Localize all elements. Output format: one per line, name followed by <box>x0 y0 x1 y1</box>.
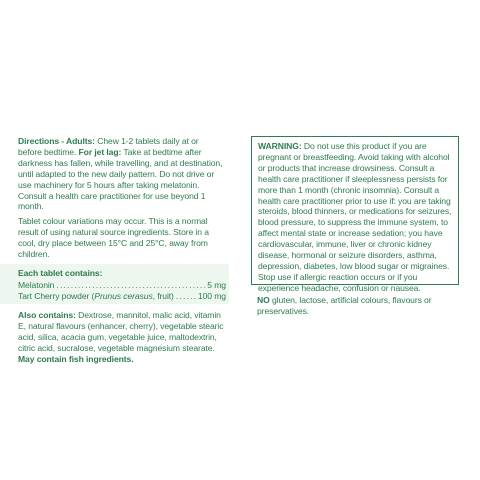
leader-dots <box>56 280 205 291</box>
each-tablet-panel <box>0 264 229 304</box>
ingredient-latin-name: Prunus cerasus <box>94 291 153 302</box>
each-tablet-heading: Each tablet contains: <box>18 268 103 279</box>
directions-text: Chew 1-2 tablets daily at or before bedtime. <box>18 136 199 157</box>
warning-box <box>251 136 459 293</box>
ingredient-row <box>18 280 226 291</box>
ingredient-name: Melatonin <box>18 280 55 291</box>
ingredient-row <box>18 291 226 302</box>
no-statement <box>257 295 457 317</box>
also-contains-text: Dextrose, mannitol, malic acid, vitamin E, natural flavours (enhancer, cherry), vegetable stearic acid, silica, acacia gum, vegetable juice, maltodextrin, citric acid, sucralose, vegetable magnesium stearate. <box>18 310 224 353</box>
warning-label: WARNING: <box>258 141 302 151</box>
no-label: NO <box>257 295 270 305</box>
ingredient-name: Tart Cherry powder ( <box>18 291 95 302</box>
jetlag-label: For jet lag: <box>78 146 122 157</box>
directions-label: Directions - Adults: <box>18 136 95 146</box>
jetlag-text: Take at bedtime after darkness has fallen, while travelling, and at destination, until adapted to the new daily pattern. Do not drive or use machinery for 5 hours after taking melatonin. Consult a health care practitioner for use beyond 1 month. <box>18 146 223 212</box>
colour-note: Tablet colour variations may occur. This is a normal result of using natural source ingredients. Store in a cool, dry place between 15°C and 25°C, away from children. <box>18 215 209 259</box>
no-text: gluten, lactose, artificial colours, flavours or preservatives. <box>257 295 432 316</box>
directions-paragraph <box>18 136 224 212</box>
also-contains-label: Also contains: <box>18 310 76 321</box>
ingredient-suffix: , fruit) <box>152 291 174 302</box>
leader-dots <box>176 291 196 302</box>
also-contains-paragraph <box>18 310 224 365</box>
fish-warning: May contain fish ingredients. <box>18 353 134 364</box>
warning-text: Do not use this product if you are pregnant or breastfeeding. Avoid taking with alcohol or products that increase drowsiness. Consult a health care practitioner if sleeplessness persists for more than 1 month (chronic insomnia). Consult a health care practitioner prior to use if: you are taking steroids, blood thinners, or medications for seizures, blood pressure, to suppress the immune system, to affect mental state or increase sedation; you have cardiovascular, immune, liver or chronic kidney disease, hormonal or seizure disorders, asthma, depression, diabetes, low blood sugar or migraines. Stop use if allergic reaction occurs or if you experience headache, confusion or nausea. <box>258 141 452 293</box>
left-column <box>18 136 224 368</box>
ingredient-amount: 100 mg <box>197 291 226 302</box>
ingredient-amount: 5 mg <box>207 280 226 291</box>
